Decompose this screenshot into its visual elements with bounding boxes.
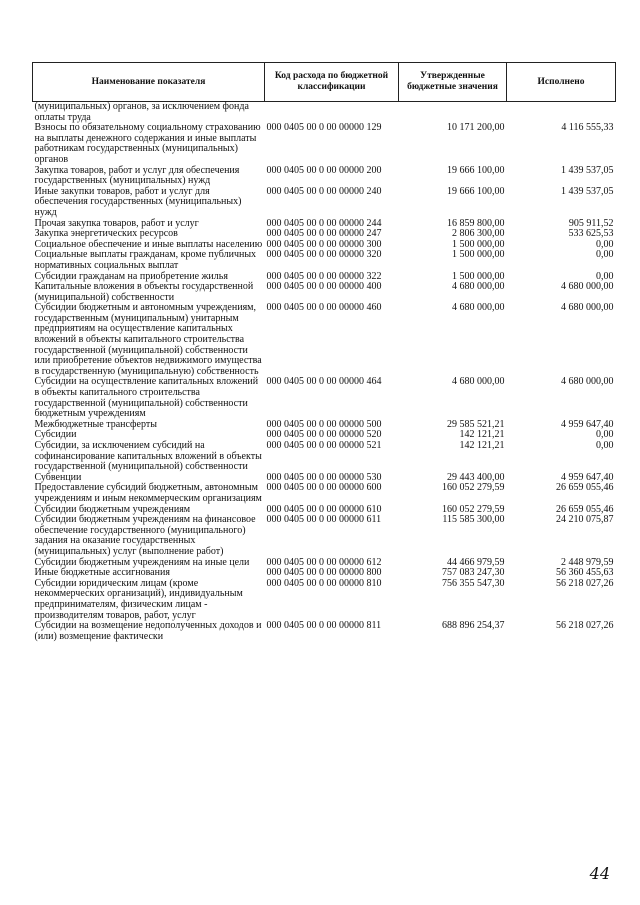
row-code-cell: 000 0405 00 0 00 00000 247	[266, 228, 382, 240]
row-executed-cell: 56 218 027,26	[556, 577, 614, 589]
row-approved-cell: 2 806 300,00	[452, 228, 505, 240]
row-code-cell: 000 0405 00 0 00 00000 464	[266, 376, 382, 388]
row-approved-cell: 4 680 000,00	[452, 376, 505, 388]
header-budget-code: Код расхода по бюджетной классификации	[265, 63, 399, 102]
row-approved-cell: 142 121,21	[459, 440, 505, 451]
row-code-cell: 000 0405 00 0 00 00000 811	[266, 620, 382, 632]
row-code-cell: 000 0405 00 0 00 00000 612	[266, 556, 382, 568]
row-executed-cell: 4 680 000,00	[561, 302, 614, 314]
row-executed-cell: 1 439 537,05	[561, 164, 614, 176]
table-header-row	[33, 63, 616, 102]
row-executed-cell: 26 659 055,46	[556, 482, 614, 494]
row-approved-cell: 756 355 547,30	[442, 577, 505, 589]
table-row	[33, 250, 616, 271]
row-approved-cell: 10 171 200,00	[447, 122, 505, 134]
page-number: 44	[589, 864, 610, 883]
table-row	[33, 166, 616, 187]
row-name-cell: Субсидии на возмещение недополученных доходов и (или) возмещение фактически	[34, 620, 262, 642]
row-code-cell: 000 0405 00 0 00 00000 800	[266, 567, 382, 579]
row-approved-cell: 115 585 300,00	[442, 514, 505, 526]
row-name-cell: Субсидии, за исключением субсидий на софинансирование капитальных вложений в объекты государственной (муниципальной) собственности	[34, 440, 262, 473]
row-executed-cell: 56 218 027,26	[556, 620, 614, 632]
row-approved-cell: 4 680 000,00	[452, 302, 505, 314]
row-name-cell: Иные закупки товаров, работ и услуг для обеспечения государственных (муниципальных) нужд	[34, 185, 242, 218]
row-code-cell: 000 0405 00 0 00 00000 611	[266, 514, 382, 526]
row-name-cell: Социальное обеспечение и иные выплаты населению	[34, 238, 263, 250]
row-code-cell: 000 0405 00 0 00 00000 129	[266, 122, 382, 134]
row-executed-cell: 4 959 647,40	[561, 471, 614, 483]
row-name-cell: Иные бюджетные ассигнования	[34, 567, 170, 579]
row-name-cell: Субсидии	[34, 429, 77, 441]
row-name-cell: Субсидии бюджетным учреждениям на финансовое обеспечение государственного (муниципального) задания на оказание государственных (муниципальных) услуг (выполнение работ)	[34, 514, 256, 557]
row-code-cell: 000 0405 00 0 00 00000 322	[266, 270, 382, 282]
row-executed-cell: 26 659 055,46	[556, 503, 614, 515]
table-row	[33, 102, 616, 124]
table-row	[33, 377, 616, 419]
table-body	[33, 102, 616, 643]
row-code-cell: 000 0405 00 0 00 00000 244	[266, 217, 382, 229]
row-approved-cell: 1 500 000,00	[452, 238, 505, 250]
row-approved-cell: 142 121,21	[459, 429, 505, 441]
row-name-cell: Субсидии на осуществление капитальных вложений в объекты капитального строительства государственной (муниципальной) собственности бюджетным учреждениям	[34, 376, 259, 420]
row-name-cell: Капитальные вложения в объекты государственной (муниципальной) собственности	[34, 281, 254, 303]
row-name-cell: Субсидии гражданам на приобретение жилья	[34, 270, 228, 282]
row-code-cell: 000 0405 00 0 00 00000 320	[266, 249, 382, 261]
row-executed-cell: 4 680 000,00	[561, 281, 614, 293]
table-row	[33, 187, 616, 219]
table-row	[33, 483, 616, 504]
table-row	[33, 515, 616, 557]
row-name-cell: Субсидии бюджетным учреждениям на иные цели	[34, 556, 250, 568]
row-approved-cell: 757 083 247,30	[442, 567, 505, 579]
table-row	[33, 441, 616, 473]
row-executed-cell: 905 911,52	[568, 217, 614, 229]
row-code-cell: 000 0405 00 0 00 00000 600	[266, 482, 382, 494]
row-name-cell: Субвенции	[34, 471, 82, 483]
row-code-cell	[265, 102, 399, 124]
row-executed-cell: 0,00	[596, 238, 614, 250]
row-name-cell: Субсидии бюджетным и автономным учреждениям, государственным (муниципальным) унитарным предприятиям на осуществление капитальных вложений в объекты капитального строительства государственной (муниципальной) собственности или приобретение объектов недвижимого имущества в государственную (муниципальную) собственность	[34, 302, 262, 377]
row-code-cell: 000 0405 00 0 00 00000 530	[266, 471, 382, 483]
report-document	[32, 62, 615, 642]
row-code-cell: 000 0405 00 0 00 00000 200	[266, 164, 382, 176]
row-code-cell: 000 0405 00 0 00 00000 500	[266, 418, 382, 430]
header-executed: Исполнено	[507, 63, 616, 102]
table-row	[33, 579, 616, 621]
row-name-cell: Предоставление субсидий бюджетным, автономным учреждениям и иным некоммерческим организациям	[34, 482, 262, 504]
row-name-cell: Субсидии бюджетным учреждениям	[34, 503, 191, 515]
row-approved-cell: 688 896 254,37	[442, 620, 505, 632]
row-executed-cell: 4 116 555,33	[561, 122, 614, 134]
row-approved-cell: 29 585 521,21	[447, 418, 505, 430]
row-approved-cell: 19 666 100,00	[447, 185, 505, 197]
row-executed-cell: 533 625,53	[568, 228, 614, 240]
row-approved-cell: 1 500 000,00	[452, 270, 505, 282]
row-name-cell: (муниципальных) органов, за исключением фонда оплаты труда	[34, 101, 249, 123]
row-executed-cell: 24 210 075,87	[556, 514, 614, 526]
row-code-cell: 000 0405 00 0 00 00000 610	[266, 503, 382, 515]
row-executed-cell: 0,00	[596, 429, 614, 441]
row-executed-cell: 1 439 537,05	[561, 185, 614, 197]
row-code-cell: 000 0405 00 0 00 00000 460	[266, 302, 382, 314]
header-indicator-name: Наименование показателя	[33, 63, 265, 102]
row-executed-cell: 4 680 000,00	[561, 376, 614, 388]
row-code-cell: 000 0405 00 0 00 00000 810	[266, 577, 382, 589]
table-row	[33, 282, 616, 303]
row-executed-cell	[507, 102, 616, 124]
row-approved-cell: 44 466 979,59	[447, 556, 505, 568]
row-name-cell: Социальные выплаты гражданам, кроме публичных нормативных социальных выплат	[34, 249, 257, 271]
row-executed-cell: 0,00	[596, 249, 614, 261]
row-code-cell: 000 0405 00 0 00 00000 520	[266, 429, 382, 441]
row-approved-cell: 16 859 800,00	[447, 217, 505, 229]
row-executed-cell: 56 360 455,63	[556, 567, 614, 579]
row-approved-cell: 29 443 400,00	[447, 471, 505, 483]
row-code-cell: 000 0405 00 0 00 00000 521	[266, 440, 382, 451]
row-code-cell: 000 0405 00 0 00 00000 400	[266, 281, 382, 293]
row-approved-cell: 160 052 279,59	[442, 482, 505, 494]
row-approved-cell: 19 666 100,00	[447, 164, 505, 176]
row-name-cell: Закупка энергетических ресурсов	[34, 228, 178, 240]
row-approved-cell: 4 680 000,00	[452, 281, 505, 293]
row-executed-cell: 2 448 979,59	[561, 556, 614, 568]
row-executed-cell: 4 959 647,40	[561, 418, 614, 430]
row-name-cell: Межбюджетные трансферты	[34, 418, 157, 430]
row-name-cell: Взносы по обязательному социальному страхованию на выплаты денежного содержания и иные выплаты работникам государственных (муниципальных) органов	[34, 122, 261, 165]
expenditure-table	[32, 62, 616, 642]
row-approved-cell: 160 052 279,59	[442, 503, 505, 515]
table-row	[33, 123, 616, 165]
row-executed-cell: 0,00	[596, 270, 614, 282]
table-row	[33, 303, 616, 377]
row-name-cell: Прочая закупка товаров, работ и услуг	[34, 217, 199, 229]
row-approved-cell	[399, 102, 507, 124]
row-executed-cell: 0,00	[596, 440, 614, 451]
table-row	[33, 621, 616, 642]
row-name-cell: Субсидии юридическим лицам (кроме некоммерческих организаций), индивидуальным предпринимателям, физическим лицам - производителям товаров, работ, услуг	[34, 577, 243, 621]
row-approved-cell: 1 500 000,00	[452, 249, 505, 261]
row-name-cell: Закупка товаров, работ и услуг для обеспечения государственных (муниципальных) нужд	[34, 164, 240, 187]
row-code-cell: 000 0405 00 0 00 00000 240	[266, 185, 382, 197]
header-approved-values: Утвержденные бюджетные значения	[399, 63, 507, 102]
row-code-cell: 000 0405 00 0 00 00000 300	[266, 238, 382, 250]
